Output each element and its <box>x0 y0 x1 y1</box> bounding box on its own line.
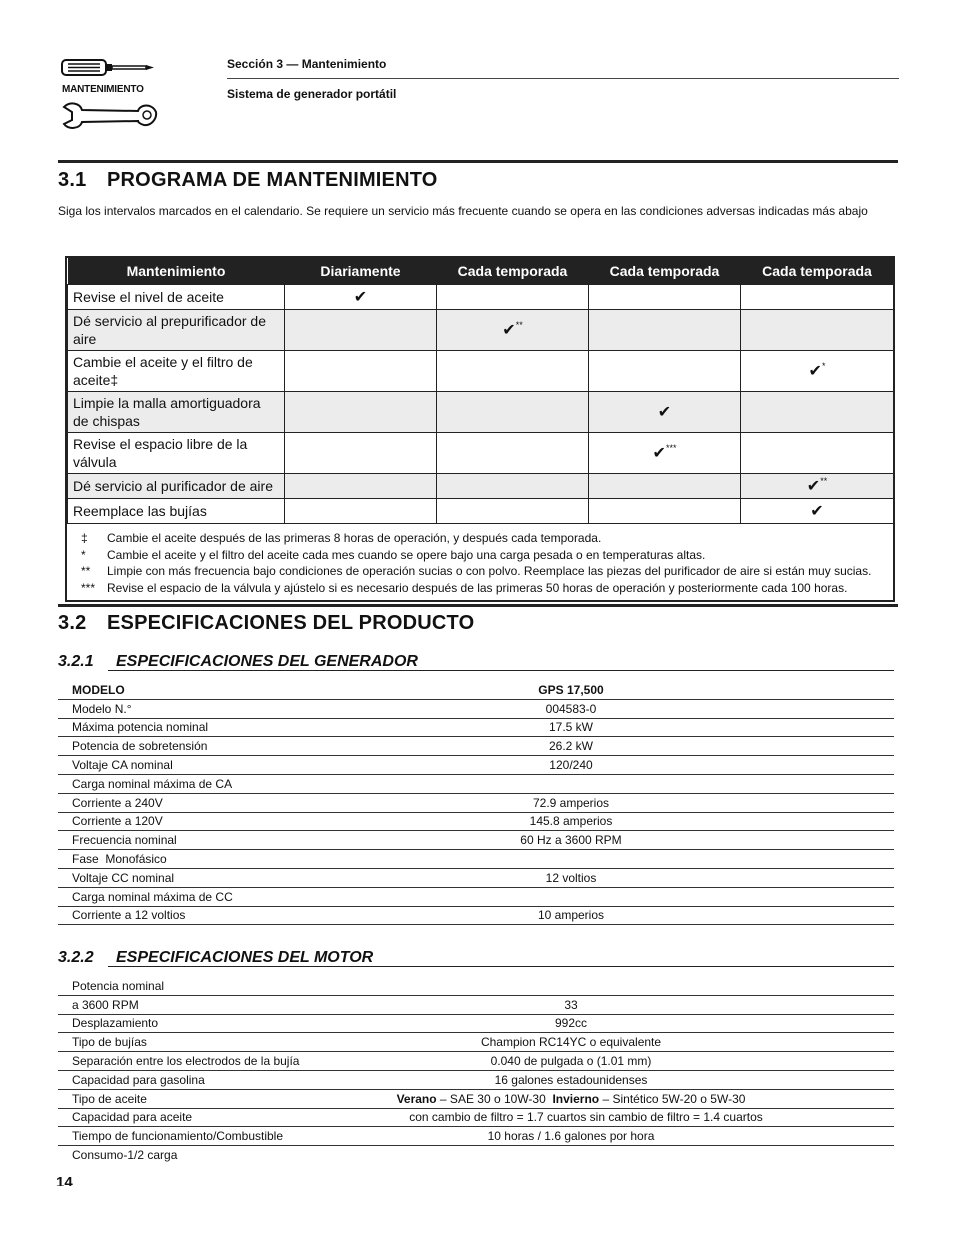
table-row <box>68 310 894 351</box>
check-cell <box>437 433 589 474</box>
check-icon: ✔ <box>810 503 824 520</box>
table-row <box>68 433 894 474</box>
note-symbol: *** <box>81 580 96 595</box>
check-cell <box>589 351 741 392</box>
section-number: 3.1 <box>58 169 87 191</box>
spec-value: 0.040 de pulgada o (1.01 mm) <box>368 1052 774 1071</box>
spec-label: Carga nominal máxima de CC <box>58 887 458 906</box>
note-text: Cambie el aceite y el filtro del aceite cada mes cuando se opere bajo una carga pesada o en temperaturas altas. <box>107 547 706 562</box>
spec-label: Tipo de bujías <box>58 1033 368 1052</box>
spec-value: 145.8 amperios <box>458 812 684 831</box>
section-3-2-rule <box>58 604 898 607</box>
subsection-3-2-2-title <box>58 949 373 967</box>
check-icon: ✔ <box>652 445 666 462</box>
spec-label: Consumo-1/2 carga <box>72 1148 178 1163</box>
note-text: Limpie con más frecuencia bajo condiciones de operación sucias o con polvo. Reemplace las piezas del purificador de aire si están muy sucias. <box>107 564 872 578</box>
subsection-3-2-1-title <box>58 653 418 671</box>
spec-row <box>58 850 894 869</box>
spec-value: Verano – SAE 30 o 10W-30 Invierno – Sintético 5W-20 o 5W-30 <box>368 1089 774 1108</box>
column-header: Cada temporada <box>589 258 741 285</box>
spec-row <box>58 1033 894 1052</box>
section-3-1-rule <box>58 160 898 163</box>
table-row <box>68 392 894 433</box>
check-cell <box>741 433 894 474</box>
spec-value <box>368 1146 774 1164</box>
spec-value: 120/240 <box>458 756 684 775</box>
check-cell <box>589 474 741 499</box>
table-notes <box>67 524 893 600</box>
subsection-rule <box>108 670 894 671</box>
task-cell: Dé servicio al purificador de aire <box>68 474 285 499</box>
table-header-row <box>68 258 894 285</box>
spec-label: Carga nominal máxima de CA <box>58 774 458 793</box>
column-header: Mantenimiento <box>68 258 285 285</box>
check-cell <box>589 392 741 433</box>
spec-row <box>58 756 894 775</box>
note-item <box>81 580 887 597</box>
section-heading: ESPECIFICACIONES DEL PRODUCTO <box>107 612 475 634</box>
maintenance-logo <box>60 56 160 132</box>
maintenance-table <box>65 256 895 602</box>
check-cell <box>437 351 589 392</box>
spec-value: 10 amperios <box>458 906 684 925</box>
check-cell <box>741 285 894 310</box>
spec-label: Voltaje CA nominal <box>58 756 458 775</box>
task-cell: Dé servicio al prepurificador de aire <box>68 310 285 351</box>
header-subtitle: Sistema de generador portátil <box>227 87 397 101</box>
spec-label: Tipo de aceite <box>58 1089 368 1108</box>
check-cell <box>437 285 589 310</box>
subsection-rule <box>108 966 894 967</box>
check-cell <box>285 474 437 499</box>
spec-row <box>58 737 894 756</box>
check-cell <box>437 499 589 524</box>
spec-label: Corriente a 12 voltios <box>58 906 458 925</box>
spec-row <box>58 1146 894 1164</box>
spec-value: 72.9 amperios <box>458 793 684 812</box>
check-cell <box>437 474 589 499</box>
spec-row <box>58 774 894 793</box>
spec-value: 60 Hz a 3600 RPM <box>458 831 684 850</box>
check-cell <box>285 285 437 310</box>
screwdriver-icon <box>60 56 160 80</box>
note-item <box>81 547 887 564</box>
spec-value <box>458 850 684 869</box>
spec-label: Fase Monofásico <box>58 850 458 869</box>
spec-row <box>58 1108 894 1127</box>
spec-row <box>58 1089 894 1108</box>
check-cell <box>285 433 437 474</box>
check-cell: ✔*** <box>589 433 741 474</box>
spec-row <box>58 812 894 831</box>
note-text: Cambie el aceite después de las primeras 8 horas de operación, y después cada temporada. <box>107 531 602 545</box>
spec-row <box>58 977 894 995</box>
check-icon: ✔ <box>353 289 368 306</box>
section-3-2-title <box>58 612 474 635</box>
check-cell <box>589 285 741 310</box>
spec-value: con cambio de filtro = 1.7 cuartos sin cambio de filtro = 1.4 cuartos <box>368 1108 774 1127</box>
spec-value: 17.5 kW <box>458 718 684 737</box>
spec-label: a 3600 RPM <box>58 995 368 1014</box>
spec-value: 33 <box>368 995 774 1014</box>
check-icon: ✔ <box>657 404 672 421</box>
section-heading: PROGRAMA DE MANTENIMIENTO <box>107 169 438 191</box>
header-section: Sección 3 — Mantenimiento <box>227 57 387 71</box>
check-cell: ✔* <box>741 351 894 392</box>
page-number: 14 <box>56 1174 73 1186</box>
spec-value: 10 horas / 1.6 galones por hora <box>368 1127 774 1146</box>
spec-value <box>368 977 774 995</box>
note-item <box>81 563 887 580</box>
spec-label: Corriente a 120V <box>58 812 458 831</box>
check-cell <box>589 310 741 351</box>
check-cell <box>437 392 589 433</box>
spec-value: 16 galones estadounidenses <box>368 1070 774 1089</box>
subsection-number: 3.2.2 <box>58 949 94 966</box>
check-cell <box>741 310 894 351</box>
spec-row <box>58 887 894 906</box>
check-icon: ✔ <box>502 322 516 339</box>
engine-spec-table <box>58 977 894 1164</box>
check-cell <box>285 499 437 524</box>
spec-label: Corriente a 240V <box>58 793 458 812</box>
spec-value <box>458 774 684 793</box>
spec-row <box>58 1127 894 1146</box>
table-row <box>68 499 894 524</box>
spec-label: Voltaje CC nominal <box>58 868 458 887</box>
spec-row <box>58 699 894 718</box>
logo-label: MANTENIMIENTO <box>62 84 144 95</box>
spec-value: 004583-0 <box>458 699 684 718</box>
spec-value: GPS 17,500 <box>458 681 684 699</box>
spec-label: Capacidad para aceite <box>58 1108 368 1127</box>
subsection-number: 3.2.1 <box>58 653 94 670</box>
spec-row <box>58 868 894 887</box>
spec-row <box>58 995 894 1014</box>
subsection-heading: ESPECIFICACIONES DEL GENERADOR <box>116 653 418 670</box>
spec-value: Champion RC14YC o equivalente <box>368 1033 774 1052</box>
table-row <box>68 351 894 392</box>
task-cell: Revise el nivel de aceite <box>68 285 285 310</box>
check-icon: ✔ <box>808 363 822 380</box>
task-cell: Cambie el aceite y el filtro de aceite‡ <box>68 351 285 392</box>
check-cell: ✔** <box>741 474 894 499</box>
subsection-heading: ESPECIFICACIONES DEL MOTOR <box>116 949 374 966</box>
spec-row <box>58 1052 894 1071</box>
spec-row <box>58 793 894 812</box>
note-text: Revise el espacio de la válvula y ajústelo si es necesario después de las primeras 50 horas de operación y posteriormente cada 100 horas. <box>107 580 848 595</box>
check-cell: ✔** <box>437 310 589 351</box>
task-cell: Limpie la malla amortiguadora de chispas <box>68 392 285 433</box>
header-divider <box>227 78 899 79</box>
spec-label: Modelo N.° <box>58 699 458 718</box>
spec-value: 992cc <box>368 1014 774 1033</box>
spec-row <box>58 831 894 850</box>
spec-label: Potencia nominal <box>58 977 368 995</box>
column-header: Cada temporada <box>741 258 894 285</box>
section-intro: Siga los intervalos marcados en el calendario. Se requiere un servicio más frecuente cuando se opera en las condiciones adversas indicadas más abajo <box>58 204 868 218</box>
column-header: Cada temporada <box>437 258 589 285</box>
spec-label: Capacidad para gasolina <box>58 1070 368 1089</box>
check-cell <box>285 351 437 392</box>
spec-label: Desplazamiento <box>58 1014 368 1033</box>
spec-label: Frecuencia nominal <box>58 831 458 850</box>
table-row <box>68 285 894 310</box>
spec-row <box>58 906 894 925</box>
check-cell <box>285 310 437 351</box>
check-icon: ✔ <box>806 478 821 495</box>
spec-value <box>458 887 684 906</box>
note-item <box>81 530 887 547</box>
spec-row <box>58 1014 894 1033</box>
spec-label: Separación entre los electrodos de la bujía <box>58 1052 368 1071</box>
spec-row <box>58 1070 894 1089</box>
spec-value: 12 voltios <box>458 868 684 887</box>
check-cell <box>741 392 894 433</box>
section-number: 3.2 <box>58 612 87 634</box>
column-header: Diariamente <box>285 258 437 285</box>
check-cell <box>589 499 741 524</box>
check-cell <box>741 499 894 524</box>
section-3-1-title <box>58 169 438 192</box>
spec-value: 26.2 kW <box>458 737 684 756</box>
spec-label: Tiempo de funcionamiento/Combustible <box>58 1127 368 1146</box>
task-cell: Revise el espacio libre de la válvula <box>68 433 285 474</box>
spec-row <box>58 718 894 737</box>
spec-label: Potencia de sobretensión <box>58 737 458 756</box>
note-symbol: * <box>81 547 86 562</box>
wrench-icon <box>60 100 160 132</box>
note-symbol: ** <box>81 564 91 578</box>
generator-spec-table <box>58 681 894 925</box>
spec-label: Máxima potencia nominal <box>58 718 458 737</box>
spec-row <box>58 681 894 699</box>
spec-label: MODELO <box>58 681 458 699</box>
note-symbol: ‡ <box>81 531 88 545</box>
table-row <box>68 474 894 499</box>
task-cell: Reemplace las bujías <box>68 499 285 524</box>
check-cell <box>285 392 437 433</box>
